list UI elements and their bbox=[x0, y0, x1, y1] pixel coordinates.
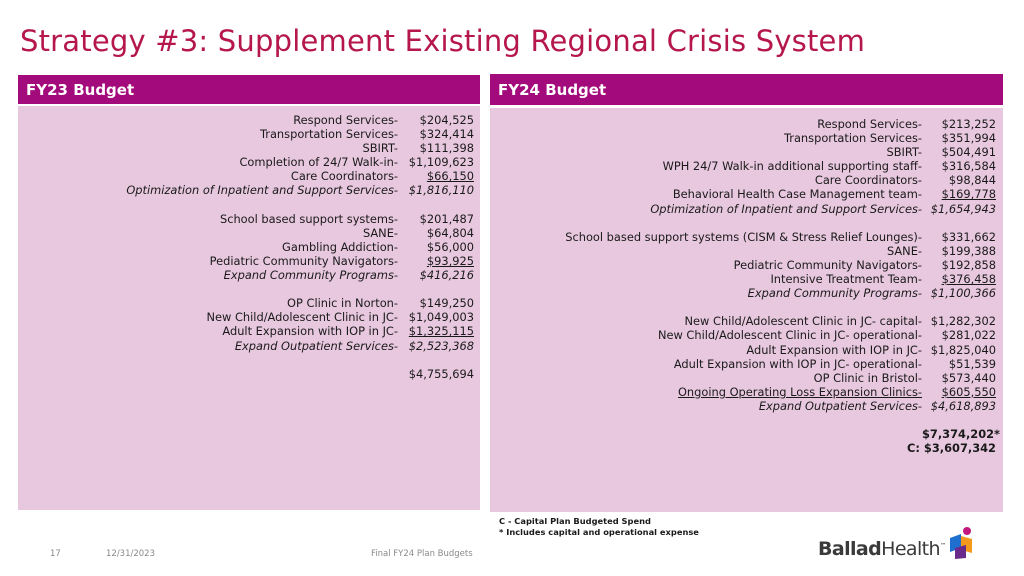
logo-name-bold: Ballad bbox=[818, 538, 882, 560]
fy24-line-label: Intensive Treatment Team- bbox=[770, 272, 922, 287]
fy24-line-label: SBIRT- bbox=[886, 145, 922, 160]
fy24-line-item bbox=[490, 244, 996, 258]
logo-tm: ™ bbox=[939, 542, 946, 550]
fy24-line-item bbox=[490, 117, 996, 131]
fy24-line-item bbox=[490, 343, 996, 357]
fy24-line-label: Behavioral Health Case Management team- bbox=[672, 187, 922, 202]
fy23-line-item bbox=[18, 296, 474, 310]
fy23-line-item bbox=[18, 240, 474, 254]
fy24-line-item bbox=[490, 131, 996, 145]
fy24-line-value: $192,858 bbox=[941, 257, 996, 272]
fy24-line-value: $573,440 bbox=[941, 370, 996, 385]
fy24-line-value: $331,662 bbox=[941, 229, 996, 244]
fy23-line-value: $1,816,110 bbox=[408, 183, 474, 198]
fy23-spacer bbox=[18, 198, 474, 212]
slide-title: Strategy #3: Supplement Existing Regional Crisis System bbox=[20, 24, 866, 58]
fy24-line-label: School based support systems (CISM & Stress Relief Lounges)- bbox=[565, 229, 922, 244]
slide-number: 17 bbox=[50, 549, 61, 559]
fy24-line-label: Ongoing Operating Loss Expansion Clinics- bbox=[677, 384, 922, 399]
fy24-line-item bbox=[490, 272, 996, 286]
fy23-line-label: Expand Community Programs- bbox=[223, 268, 398, 283]
fy24-budget-panel bbox=[490, 74, 1003, 512]
fy24-line-label: New Child/Adolescent Clinic in JC- capital- bbox=[684, 314, 922, 329]
fy23-line-item bbox=[18, 367, 474, 381]
fy23-line-label: OP Clinic in Norton- bbox=[287, 296, 398, 311]
fy23-line-value: $1,325,115 bbox=[408, 324, 474, 339]
fy23-line-value: $56,000 bbox=[426, 239, 474, 254]
fy24-line-label: Adult Expansion with IOP in JC- operational- bbox=[673, 356, 922, 371]
fy23-line-label: SBIRT- bbox=[362, 141, 398, 156]
fy23-heading: FY23 Budget bbox=[18, 75, 480, 104]
fy24-line-value: $4,618,893 bbox=[930, 398, 996, 413]
fy24-line-label: Pediatric Community Navigators- bbox=[733, 257, 922, 272]
fy23-line-value: $2,523,368 bbox=[408, 338, 474, 353]
fy24-heading: FY24 Budget bbox=[490, 74, 1003, 105]
fy24-body bbox=[490, 108, 1003, 512]
fy23-line-value: $4,755,694 bbox=[408, 366, 474, 381]
fy24-line-item bbox=[490, 328, 996, 342]
fy24-line-item bbox=[490, 441, 996, 455]
fy24-line-item bbox=[490, 314, 996, 328]
fy24-line-item bbox=[490, 258, 996, 272]
ballad-health-logo bbox=[818, 526, 978, 562]
fy23-line-value: $66,150 bbox=[426, 169, 474, 184]
fy23-line-value: $1,049,003 bbox=[408, 310, 474, 325]
fy23-line-label: Expand Outpatient Services- bbox=[234, 338, 398, 353]
fy23-line-label: Pediatric Community Navigators- bbox=[209, 253, 398, 268]
fy24-line-value: $1,100,366 bbox=[930, 286, 996, 301]
fy23-line-label: Transportation Services- bbox=[259, 127, 398, 142]
fy24-line-item bbox=[490, 159, 996, 173]
slide-date: 12/31/2023 bbox=[106, 549, 155, 559]
fy24-line-label: New Child/Adolescent Clinic in JC- operational- bbox=[657, 328, 922, 343]
fy23-line-item bbox=[18, 169, 474, 183]
fy24-line-items bbox=[490, 117, 1001, 456]
fy23-line-value: $111,398 bbox=[419, 141, 474, 156]
logo-wordmark bbox=[818, 538, 945, 560]
fy23-line-items bbox=[18, 113, 474, 381]
fy23-line-value: $93,925 bbox=[426, 253, 474, 268]
fy24-line-value: C: $3,607,342 bbox=[907, 441, 996, 456]
fy23-body bbox=[18, 106, 480, 510]
fy24-line-label bbox=[490, 427, 922, 441]
fy24-line-label: SANE- bbox=[886, 243, 922, 258]
fy23-line-item bbox=[18, 113, 474, 127]
fy23-line-label: Gambling Addiction- bbox=[282, 239, 398, 254]
fy24-line-label: Transportation Services- bbox=[783, 131, 922, 146]
fy24-spacer bbox=[490, 413, 996, 427]
capital-note: C - Capital Plan Budgeted Spend bbox=[499, 516, 651, 526]
fy23-line-value: $201,487 bbox=[419, 211, 474, 226]
fy24-spacer bbox=[490, 216, 996, 230]
fy24-line-label: Care Coordinators- bbox=[814, 173, 922, 188]
fy24-line-item bbox=[490, 173, 996, 187]
fy24-line-value: $7,374,202* bbox=[922, 427, 1001, 442]
fy24-line-value: $504,491 bbox=[941, 145, 996, 160]
fy23-line-value: $1,109,623 bbox=[408, 155, 474, 170]
fy23-line-item bbox=[18, 310, 474, 324]
fy24-line-value: $213,252 bbox=[941, 117, 996, 131]
fy24-line-value: $1,654,943 bbox=[930, 201, 996, 216]
fy23-line-item bbox=[18, 127, 474, 141]
fy23-line-value: $149,250 bbox=[419, 296, 474, 311]
includes-note: * Includes capital and operational expense bbox=[499, 527, 699, 537]
ballad-health-mark-icon bbox=[946, 526, 976, 560]
fy24-line-item bbox=[490, 357, 996, 371]
logo-name-light: Health bbox=[881, 538, 940, 560]
fy24-line-value: $281,022 bbox=[941, 328, 996, 343]
fy24-line-label: Adult Expansion with IOP in JC- bbox=[746, 342, 922, 357]
fy24-line-label: Expand Community Programs- bbox=[747, 286, 922, 301]
fy23-line-label: Completion of 24/7 Walk-in- bbox=[239, 155, 398, 170]
fy23-line-item bbox=[18, 339, 474, 353]
fy24-line-value: $605,550 bbox=[941, 384, 996, 399]
fy23-line-label bbox=[18, 367, 398, 381]
fy23-line-label: Optimization of Inpatient and Support Services- bbox=[126, 183, 398, 198]
fy23-line-value: $324,414 bbox=[419, 127, 474, 142]
fy24-line-item bbox=[490, 399, 996, 413]
fy23-line-label: SANE- bbox=[362, 225, 398, 240]
fy24-line-value: $169,778 bbox=[941, 187, 996, 202]
fy24-line-item bbox=[490, 286, 996, 300]
fy24-line-item bbox=[490, 427, 1001, 442]
fy24-line-item bbox=[490, 230, 996, 244]
deck-title: Final FY24 Plan Budgets bbox=[371, 549, 473, 559]
fy24-line-item bbox=[490, 385, 996, 399]
fy23-budget-panel bbox=[18, 75, 480, 510]
fy24-line-label bbox=[490, 441, 907, 455]
fy24-spacer bbox=[490, 300, 996, 314]
fy23-line-label: Adult Expansion with IOP in JC- bbox=[222, 324, 398, 339]
fy23-line-label: Respond Services- bbox=[293, 113, 398, 127]
fy24-line-label: WPH 24/7 Walk-in additional supporting staff- bbox=[662, 159, 922, 174]
fy23-line-item bbox=[18, 226, 474, 240]
fy24-line-value: $1,825,040 bbox=[930, 342, 996, 357]
footnotes bbox=[499, 516, 699, 538]
fy24-line-label: Respond Services- bbox=[817, 117, 922, 131]
fy24-line-value: $316,584 bbox=[941, 159, 996, 174]
fy23-line-item bbox=[18, 212, 474, 226]
fy23-spacer bbox=[18, 353, 474, 367]
fy23-line-item bbox=[18, 141, 474, 155]
fy23-line-item bbox=[18, 183, 474, 197]
fy24-line-label: Expand Outpatient Services- bbox=[758, 398, 922, 413]
fy24-line-item bbox=[490, 202, 996, 216]
fy23-spacer bbox=[18, 282, 474, 296]
fy23-line-value: $416,216 bbox=[419, 268, 474, 283]
fy23-line-label: Care Coordinators- bbox=[290, 169, 398, 184]
fy23-line-item bbox=[18, 268, 474, 282]
fy24-line-label: OP Clinic in Bristol- bbox=[813, 370, 922, 385]
fy24-line-value: $1,282,302 bbox=[930, 314, 996, 329]
fy24-line-value: $199,388 bbox=[941, 243, 996, 258]
fy24-line-item bbox=[490, 187, 996, 201]
fy23-line-item bbox=[18, 324, 474, 338]
fy23-line-label: School based support systems- bbox=[219, 211, 398, 226]
fy24-line-item bbox=[490, 371, 996, 385]
fy23-line-item bbox=[18, 155, 474, 169]
fy23-line-value: $204,525 bbox=[419, 113, 474, 127]
fy23-line-value: $64,804 bbox=[426, 225, 474, 240]
fy24-line-value: $376,458 bbox=[941, 272, 996, 287]
fy24-line-value: $351,994 bbox=[941, 131, 996, 146]
fy23-line-item bbox=[18, 254, 474, 268]
fy24-line-value: $98,844 bbox=[948, 173, 996, 188]
fy23-line-label: New Child/Adolescent Clinic in JC- bbox=[206, 310, 398, 325]
fy24-line-item bbox=[490, 145, 996, 159]
fy24-line-value: $51,539 bbox=[948, 356, 996, 371]
fy24-line-label: Optimization of Inpatient and Support Services- bbox=[650, 201, 922, 216]
